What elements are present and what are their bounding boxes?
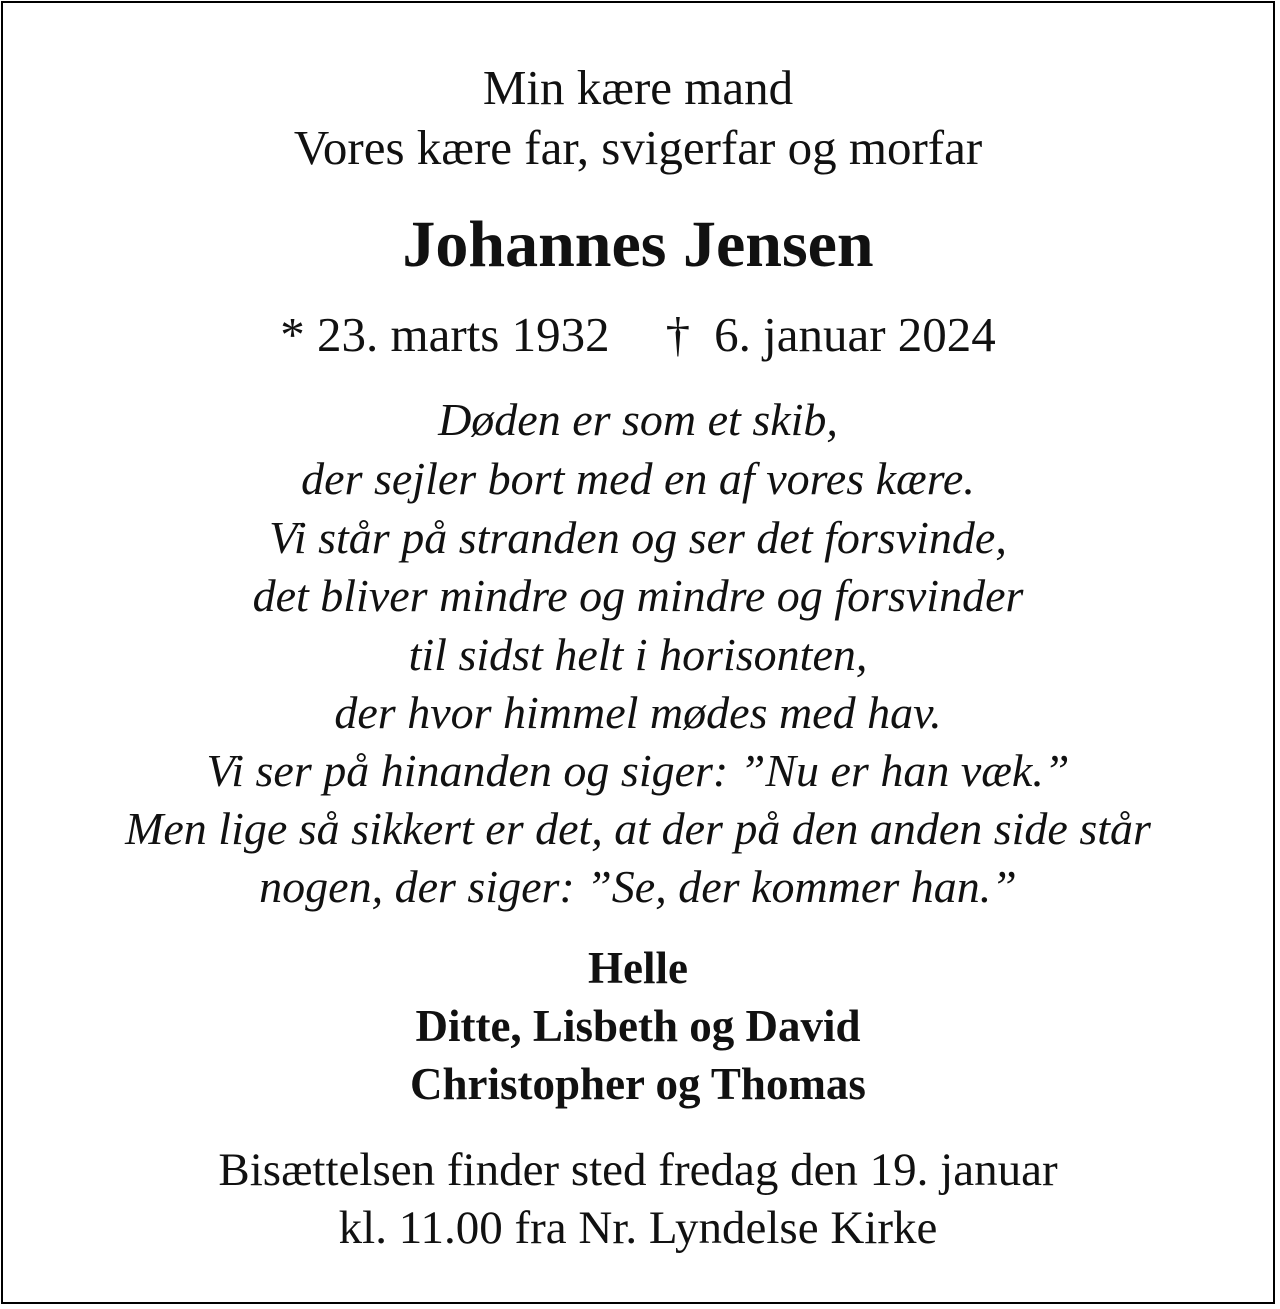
poem-line: Vi står på stranden og ser det forsvinde, [269, 512, 1007, 563]
life-dates [3, 307, 1273, 362]
signature-line: Ditte, Lisbeth og David [415, 1001, 861, 1051]
funeral-info-line-1: Bisættelsen finder sted fredag den 19. januar [218, 1144, 1058, 1196]
poem-line: til sidst helt i horisonten, [408, 629, 868, 680]
deceased-name: Johannes Jensen [402, 208, 874, 281]
intro-line-2: Vores kære far, svigerfar og morfar [293, 120, 983, 175]
poem-line: Vi ser på hinanden og siger: ”Nu er han væk.” [206, 745, 1070, 796]
death-date: 6. januar 2024 [714, 307, 996, 362]
intro-line-1: Min kære mand [482, 60, 794, 115]
poem-line: der sejler bort med en af vores kære. [301, 453, 975, 504]
poem-line: nogen, der siger: ”Se, der kommer han.” [259, 861, 1017, 912]
poem-line: Men lige så sikkert er det, at der på den anden side står [125, 803, 1151, 854]
signature-line: Christopher og Thomas [410, 1059, 866, 1109]
obituary-notice [1, 1, 1275, 1304]
poem-line: Døden er som et skib, [438, 394, 838, 445]
funeral-info-line-2: kl. 11.00 fra Nr. Lyndelse Kirke [338, 1202, 938, 1254]
cross-icon: † [665, 307, 691, 362]
birth-symbol: * [280, 307, 305, 362]
birth-date: 23. marts 1932 [316, 307, 610, 362]
poem-line: der hvor himmel mødes med hav. [334, 687, 942, 738]
signature-line: Helle [588, 943, 688, 993]
poem-line: det bliver mindre og mindre og forsvinder [252, 570, 1024, 621]
